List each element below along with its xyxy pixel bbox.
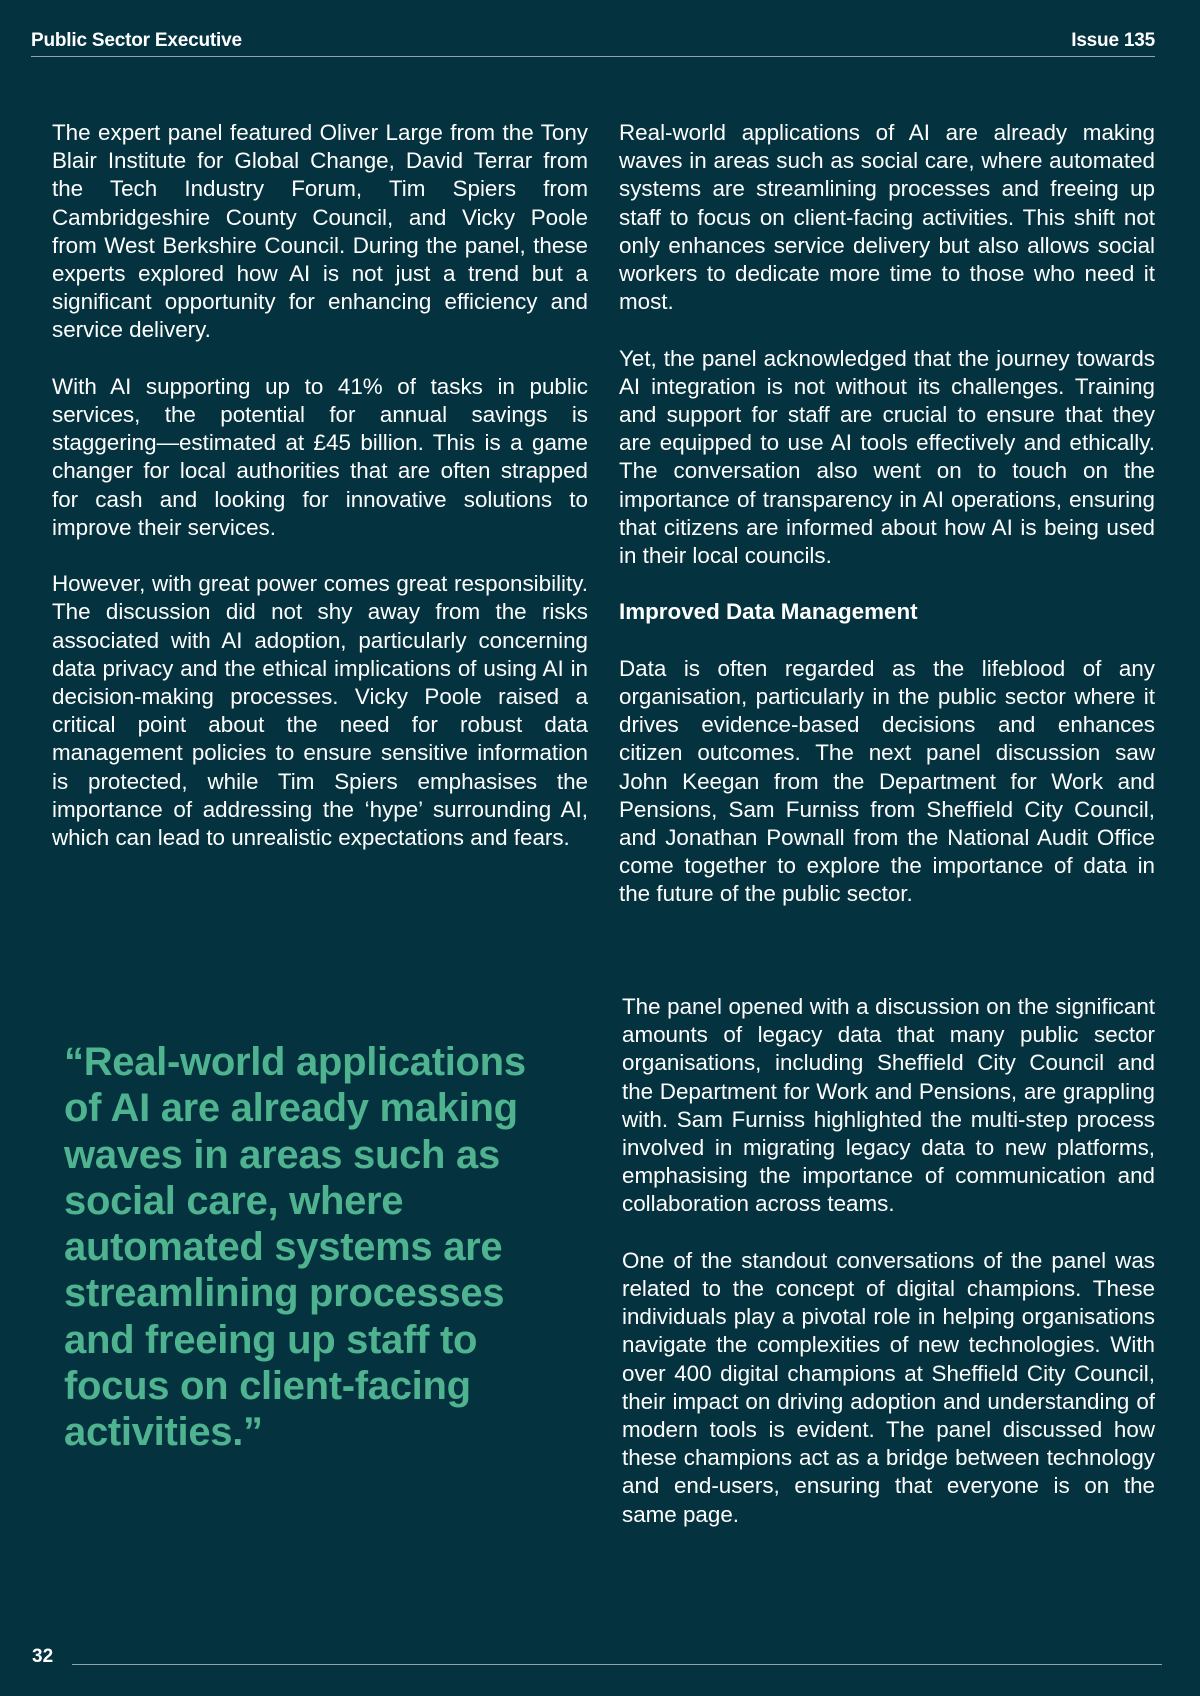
pull-quote: “Real-world applications of AI are already making waves in areas such as social care, where automated systems are streamlining processes and freeing up staff to focus on client-facing activities.” — [64, 1040, 526, 1455]
left-column — [52, 119, 588, 880]
body-paragraph: One of the standout conversations of the panel was related to the concept of digital champions. These individuals play a pivotal role in helping organisations navigate the complexities of new technologies. With over 400 digital champions at Sheffield City Council, their impact on driving adoption and understanding of modern tools is evident. The panel discussed how these champions act as a bridge between technology and end-users, ensuring that everyone is on the same page. — [622, 1247, 1155, 1527]
body-paragraph: The expert panel featured Oliver Large from the Tony Blair Institute for Global Change, David Terrar from the Tech Industry Forum, Tim Spiers from Cambridgeshire County Council, and Vicky Poole from West Berkshire Council. During the panel, these experts explored how AI is not just a trend but a significant opportunity for enhancing efficiency and service delivery. — [52, 120, 588, 343]
section-subheading: Improved Data Management — [619, 599, 918, 625]
body-paragraph: Yet, the panel acknowledged that the journey towards AI integration is not without its challenges. Training and support for staff are crucial to ensure that they are equipped to use AI tools effectively and ethically. The conversation also went on to touch on the importance of transparency in AI operations, ensuring that citizens are informed about how AI is being used in their local councils. — [619, 345, 1155, 569]
issue-number: Issue 135 — [1071, 30, 1155, 51]
footer-divider — [72, 1664, 1162, 1665]
publication-title: Public Sector Executive — [31, 30, 242, 51]
body-paragraph: Real-world applications of AI are already making waves in areas such as social care, where automated systems are streamlining processes and freeing up staff to focus on client-facing activities. This shift not only enhances service delivery but also allows social workers to dedicate more time to those who need it most. — [619, 120, 1155, 315]
page-header — [31, 28, 1155, 57]
page-footer — [32, 1646, 1162, 1670]
right-column — [619, 119, 1155, 937]
body-paragraph: Data is often regarded as the lifeblood of any organisation, particularly in the public sector where it drives evidence-based decisions and enhances citizen outcomes. The next panel discussion saw John Keegan from the Department for Work and Pensions, Sam Furniss from Sheffield City Council, and Jonathan Pownall from the National Audit Office come together to explore the importance of data in the future of the public sector. — [619, 655, 1155, 907]
body-paragraph: The panel opened with a discussion on the significant amounts of legacy data that many public sector organisations, including Sheffield City Council and the Department for Work and Pensions, are grappling with. Sam Furniss highlighted the multi-step process involved in migrating legacy data to new platforms, emphasising the importance of communication and collaboration across teams. — [622, 994, 1155, 1217]
body-paragraph: With AI supporting up to 41% of tasks in public services, the potential for annual savings is staggering—estimated at £45 billion. This is a game changer for local authorities that are often strapped for cash and looking for innovative solutions to improve their services. — [52, 373, 588, 540]
right-column-lower — [622, 993, 1155, 1557]
page-number: 32 — [32, 1646, 54, 1667]
body-paragraph: However, with great power comes great responsibility. The discussion did not shy away from the risks associated with AI adoption, particularly concerning data privacy and the ethical implications of using AI in decision-making processes. Vicky Poole raised a critical point about the need for robust data management policies to ensure sensitive information is protected, while Tim Spiers emphasises the importance of addressing the ‘hype’ surrounding AI, which can lead to unrealistic expectations and fears. — [52, 571, 588, 851]
